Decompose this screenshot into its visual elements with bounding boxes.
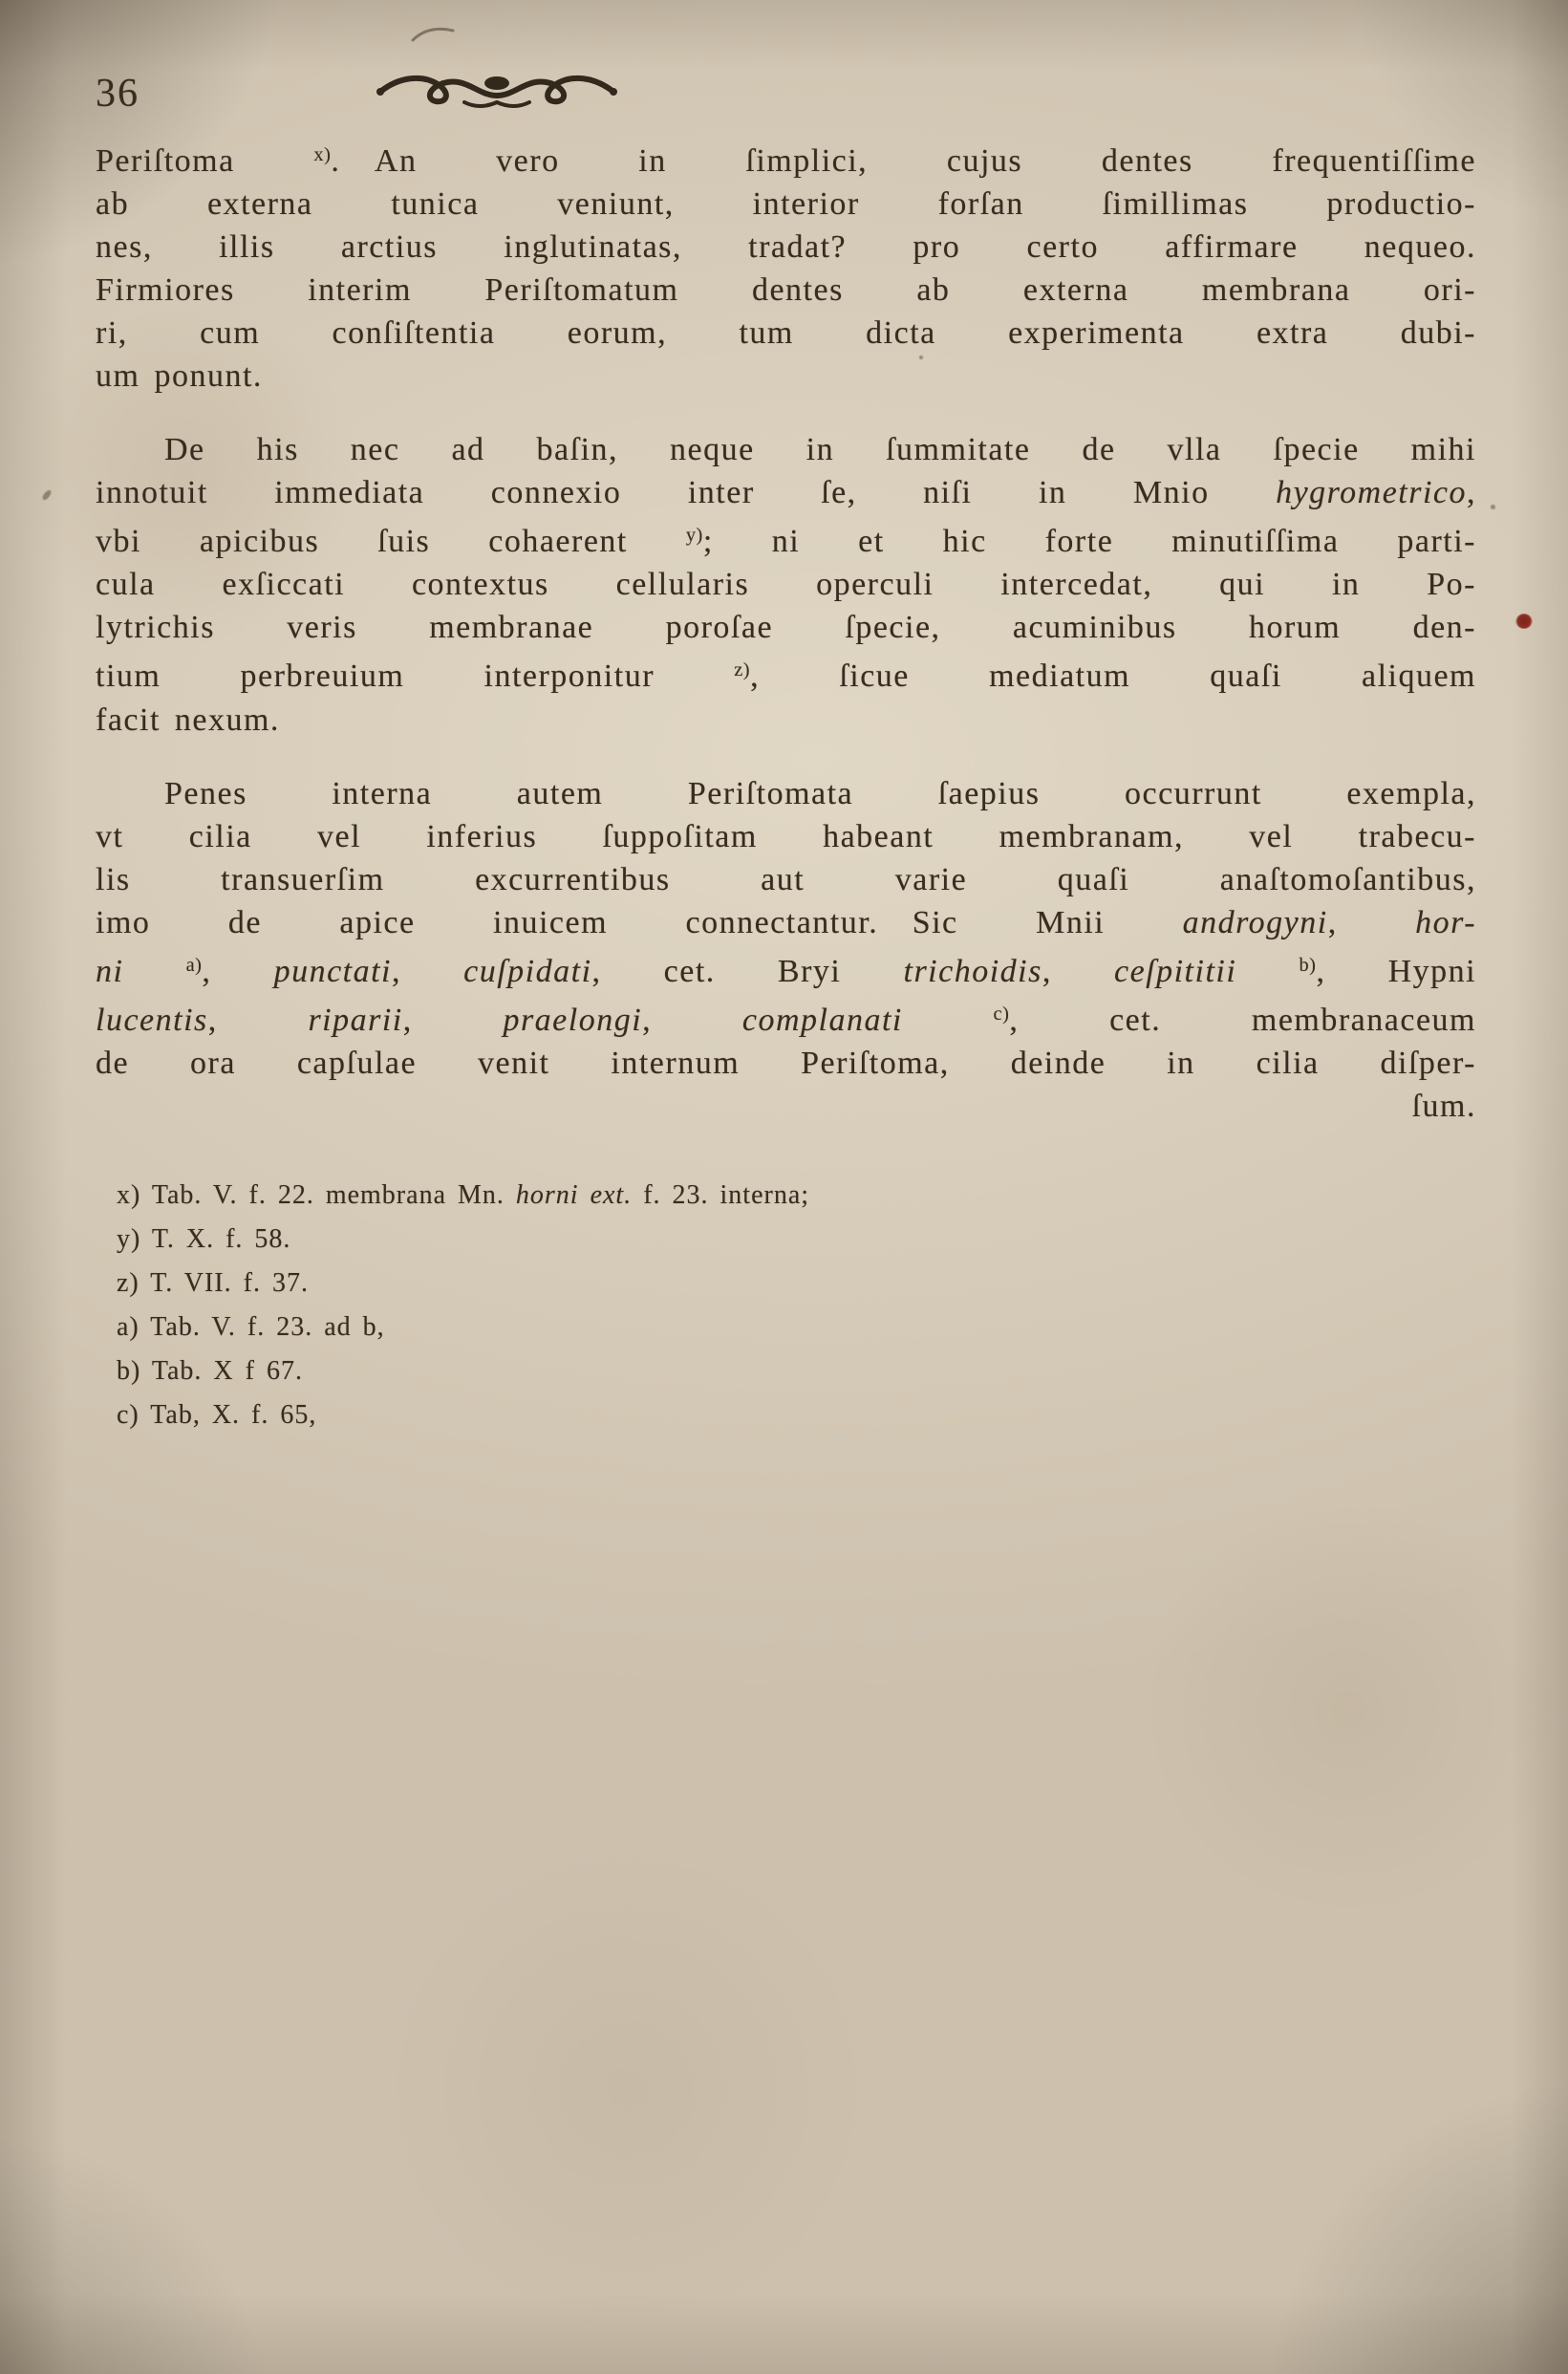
paper-speck [41,488,53,501]
text-segment: riparii [308,1003,403,1039]
text-segment [1236,954,1299,989]
text-segment: ; ni et hic forte minutiſſima parti- [702,524,1476,560]
paragraph-1 [96,134,1476,398]
head-ornament-icon [375,67,619,111]
text-segment: ri, cum conſiſtentia eorum, tum dicta experimenta extra dubi- [96,315,1476,352]
text-line [96,993,1476,1042]
text-segment: vt cilia vel inferius ſuppoſitam habeant membranam, vel trabecu- [96,818,1476,854]
text-segment: ab externa tunica veniunt, interior forſan ſimillimas productio- [96,186,1476,223]
smudge-graphic [409,23,459,44]
text-line [96,312,1476,355]
paragraph-3 [96,772,1476,1128]
paper-speck [919,356,923,359]
text-line [96,649,1476,698]
text-line [96,1085,1476,1128]
footnote-marker: x) [313,144,332,165]
red-ink-stain [1515,614,1533,629]
page-number: 36 [96,72,140,116]
text-segment: tium perbreuium interponitur [96,658,735,695]
text-line [96,471,1476,514]
text-segment: , cet. membranaceum [1009,1003,1476,1039]
text-segment: , [1042,953,1114,989]
text-segment: facit nexum. [96,701,280,738]
text-line [96,134,1476,183]
text-line [96,183,1476,226]
text-segment: Periſtoma [96,143,314,180]
text-segment: lis transuerſim excurrentibus aut varie quaſi anaſtomoſantibus, [96,861,1476,897]
text-segment: vbi apicibus ſuis cohaerent [96,524,686,560]
text-line [117,1174,1149,1218]
footnotes-block [117,1174,1149,1437]
text-segment: z) T. VII. f. 37. [117,1268,309,1299]
text-line [117,1218,1149,1262]
text-segment: trichoidis [903,953,1042,989]
text-segment: f. 23. interna; [632,1180,810,1211]
text-line [96,514,1476,563]
text-line [96,269,1476,312]
text-segment: Firmiores interim Periſtomatum dentes ab externa membrana ori- [96,272,1476,309]
text-segment: , [1467,475,1476,511]
text-segment: , [202,953,274,989]
text-segment: y) T. X. f. 58. [117,1224,291,1255]
paragraph-2 [96,428,1476,741]
footnote-marker: a) [185,954,203,976]
text-segment: um ponunt. [96,358,263,395]
text-line [96,1042,1476,1085]
text-segment [903,1003,994,1038]
text-segment: , [642,1003,742,1039]
text-segment: androgyni [1182,904,1328,940]
text-line [96,901,1476,944]
text-line [96,355,1476,398]
text-line [96,699,1476,742]
head-ornament-graphic [375,67,619,111]
text-segment: De his nec ad baſin, neque in ſummitate de vlla ſpecie mihi [164,432,1476,468]
text-segment: lucentis [96,1003,208,1039]
ink-smudge-mark [409,23,459,49]
text-segment: ſum. [1411,1089,1476,1125]
text-segment: x) Tab. V. f. 22. membrana Mn. [117,1180,516,1211]
text-line [96,772,1476,815]
text-line [117,1262,1149,1306]
text-segment: , [392,953,464,989]
text-segment: complanati [741,1003,903,1039]
text-segment: hor- [1415,904,1477,940]
text-segment: ceſpititii [1113,953,1237,989]
text-segment: praelongi [503,1003,643,1039]
footnote-marker: z) [734,659,751,681]
text-segment: innotuit immediata connexio inter ſe, niſi in Mnio [96,475,1277,511]
text-segment: de ora capſulae venit internum Periſtoma, deinde in cilia diſper- [96,1046,1476,1082]
footnote-marker: b) [1299,954,1317,976]
text-line [117,1306,1149,1349]
text-segment: cuſpidati [463,953,592,989]
text-segment: b) Tab. X f 67. [117,1356,303,1387]
text-segment: , [402,1003,504,1039]
text-segment: lytrichis veris membranae poroſae ſpecie, acuminibus horum den- [96,610,1476,646]
text-segment: a) Tab. V. f. 23. ad b, [117,1312,385,1343]
text-segment: Penes interna autem Periſtomata ſaepius occurrunt exempla, [164,775,1476,811]
text-segment: , [207,1003,309,1039]
paper-speck [1491,505,1495,509]
text-line [96,606,1476,649]
text-segment: , cet. Bryi [591,953,904,989]
text-line [96,226,1476,269]
text-segment: horni ext. [515,1180,633,1211]
text-segment: nes, illis arctius inglutinatas, tradat? pro certo affirmare nequeo. [96,229,1476,266]
text-segment: ni [96,953,186,989]
text-line [117,1349,1149,1393]
text-segment: hygrometrico [1276,475,1467,511]
text-line [96,815,1476,858]
body-text [96,134,1476,1437]
footnote-marker: c) [993,1003,1010,1025]
text-segment: , ſicue mediatum quaſi aliquem [750,658,1476,695]
text-segment: cula exſiccati contextus cellularis operculi intercedat, qui in Po- [96,567,1476,603]
text-segment: , [1327,904,1416,940]
text-line [96,944,1476,993]
text-line [96,563,1476,606]
text-segment: punctati [273,953,392,989]
text-line [117,1393,1149,1437]
footnote-marker: y) [685,525,703,547]
text-segment: imo de apice inuicem connectantur. Sic Mnii [96,904,1183,940]
text-segment: c) Tab, X. f. 65, [117,1400,317,1431]
text-line [96,858,1476,901]
text-segment: , Hypni [1316,953,1477,989]
text-segment: . An vero in ſimplici, cujus dentes frequentiſſime [331,143,1477,180]
text-line [96,428,1476,471]
